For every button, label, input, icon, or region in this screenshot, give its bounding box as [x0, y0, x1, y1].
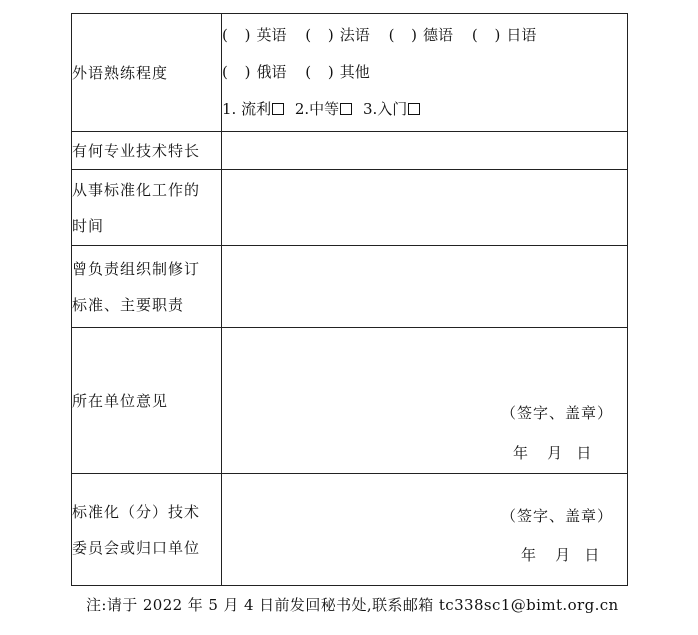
lang-option-english[interactable]: ( )英语 [222, 26, 287, 44]
lang-option-french[interactable]: ( )法语 [305, 26, 370, 44]
level-fluent[interactable]: 1. 流利 [222, 100, 290, 118]
lang-option-japanese[interactable]: ( )日语 [471, 26, 537, 44]
unit-opinion-field[interactable] [222, 328, 628, 474]
responsibilities-field[interactable] [222, 246, 628, 328]
level-beginner[interactable]: 3.入门 [363, 100, 426, 118]
committee-sign-label: （签字、盖章） [500, 507, 613, 525]
unit-opinion-row [72, 328, 628, 474]
application-form-table [71, 13, 628, 586]
standardization-time-label: 从事标准化工作的 时间 [72, 170, 222, 246]
specialty-label: 有何专业技术特长 [72, 132, 222, 170]
standardization-time-field[interactable] [222, 170, 628, 246]
committee-row [72, 474, 628, 586]
foreign-language-options [222, 14, 628, 132]
checkbox-icon[interactable] [340, 103, 352, 115]
unit-opinion-date: 年 月 日 [513, 444, 592, 462]
checkbox-icon[interactable] [408, 103, 420, 115]
committee-date: 年 月 日 [521, 546, 600, 564]
specialty-row [72, 132, 628, 170]
footnote: 注:请于 2022 年 5 月 4 日前发回秘书处,联系邮箱 tc338sc1@bimt.org.cn [86, 596, 619, 614]
level-intermediate[interactable]: 2.中等 [295, 100, 358, 118]
responsibilities-row [72, 246, 628, 328]
unit-opinion-sign-label: （签字、盖章） [500, 404, 613, 422]
lang-option-other[interactable]: ( )其他 [305, 63, 370, 81]
lang-option-russian[interactable]: ( )俄语 [222, 63, 287, 81]
standardization-time-row [72, 170, 628, 246]
unit-opinion-label: 所在单位意见 [72, 328, 222, 474]
responsibilities-label: 曾负责组织制修订 标准、主要职责 [72, 246, 222, 328]
lang-option-german[interactable]: ( )德语 [388, 26, 454, 44]
committee-field[interactable] [222, 474, 628, 586]
committee-label: 标准化（分）技术 委员会或归口单位 [72, 474, 222, 586]
specialty-field[interactable] [222, 132, 628, 170]
checkbox-icon[interactable] [272, 103, 284, 115]
foreign-language-row [72, 14, 628, 132]
foreign-language-label: 外语熟练程度 [72, 14, 222, 132]
